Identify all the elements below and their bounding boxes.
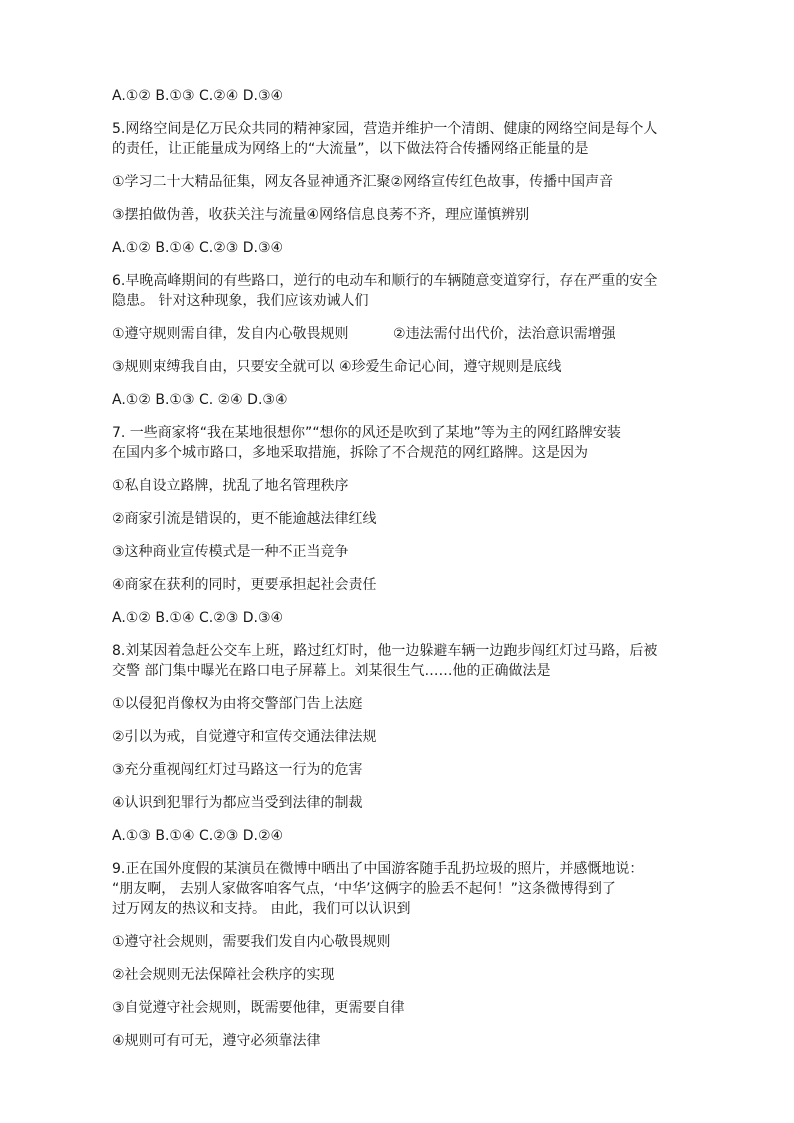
question-9-option — [112, 965, 692, 985]
question-7-option — [112, 509, 692, 529]
option-line: ①以侵犯肖像权为由将交警部门告上法庭 — [112, 696, 363, 712]
stem-line: “朋友啊， 去别人家做客咱客气点，‘中华’这俩字的脸丢不起何！”这条微博得到了 — [112, 881, 616, 897]
option-line: ③自觉遵守社会规则，既需要他律，更需要自律 — [112, 1000, 405, 1016]
question-9-option — [112, 998, 692, 1018]
question-6-stem — [112, 271, 692, 311]
option-line: ④认识到犯罪行为都应当受到法律的制裁 — [112, 795, 363, 811]
stem-line: 隐患。 针对这种现象，我们应该劝诫人们 — [112, 293, 369, 309]
stem-line: 7. 一些商家将“我在某地很想你”“想你的风还是吹到了某地”等为主的网红路牌安装 — [112, 425, 621, 441]
option-line: ②社会规则无法保障社会秩序的实现 — [112, 967, 335, 983]
question-9-option — [112, 932, 692, 952]
question-7-option — [112, 476, 692, 496]
option-line: ①学习二十大精品征集，网友各显神通齐汇聚②网络宣传红色故事，传播中国声音 — [112, 174, 614, 190]
stem-line: 9.正在国外度假的某演员在微博中晒出了中国游客随手乱扔垃圾的照片，并感慨地说： — [112, 861, 644, 877]
question-8-option — [112, 694, 692, 714]
question-6-option — [112, 324, 692, 344]
question-7-option — [112, 542, 692, 562]
question-8-option — [112, 727, 692, 747]
stem-line: 8.刘某因着急赶公交车上班，路过红灯时，他一边躲避车辆一边跑步闯红灯过马路，后被 — [112, 643, 658, 659]
option-line: ②引以为戒，自觉遵守和宣传交通法律法规 — [112, 729, 377, 745]
option-line: ①遵守规则需自律，发自内心敬畏规则 ②违法需付出代价，法治意识需增强 — [112, 326, 616, 342]
question-7-stem — [112, 423, 692, 463]
answers-q6 — [112, 390, 692, 410]
option-line: ③这种商业宣传模式是一种不正当竞争 — [112, 544, 349, 560]
answers-q8 — [112, 826, 692, 846]
question-9-option — [112, 1031, 692, 1051]
stem-line: 过万网友的热议和支持。 由此，我们可以认识到 — [112, 901, 411, 917]
question-8-option — [112, 760, 692, 780]
question-7-option — [112, 575, 692, 595]
stem-line: 的责任，让正能量成为网络上的“大流量”，以下做法符合传播网络正能量的是 — [112, 141, 589, 157]
question-8-option — [112, 793, 692, 813]
stem-line: 5.网络空间是亿万民众共同的精神家园，营造并维护一个清朗、健康的网络空间是每个人 — [112, 121, 658, 137]
option-line: ④商家在获利的同时，更要承担起社会责任 — [112, 577, 377, 593]
document-page — [112, 86, 692, 1064]
option-line: ①私自设立路牌，扰乱了地名管理秩序 — [112, 478, 349, 494]
answers-q5 — [112, 238, 692, 258]
question-6-option — [112, 357, 692, 377]
question-9-stem — [112, 859, 692, 919]
answers-q4 — [112, 86, 692, 106]
stem-line: 在国内多个城市路口，多地采取措施，拆除了不合规范的网红路牌。这是因为 — [112, 445, 588, 461]
option-line: ③充分重视闯红灯过马路这一行为的危害 — [112, 762, 363, 778]
stem-line: 6.早晚高峰期间的有些路口，逆行的电动车和顺行的车辆随意变道穿行，存在严重的安全 — [112, 273, 658, 289]
question-5-stem — [112, 119, 692, 159]
answers-q7 — [112, 608, 692, 628]
question-5-option — [112, 205, 692, 225]
option-line: ④规则可有可无，遵守必须靠法律 — [112, 1033, 321, 1049]
question-8-stem — [112, 641, 692, 681]
option-line: ③规则束缚我自由，只要安全就可以 ④珍爱生命记心间，遵守规则是底线 — [112, 359, 562, 375]
answer-line: A.①② B.①③ C. ②④ D.③④ — [112, 392, 288, 408]
option-line: ③摆拍做伪善，收获关注与流量④网络信息良莠不齐，理应谨慎辨别 — [112, 207, 530, 223]
question-5-option — [112, 172, 692, 192]
stem-line: 交警 部门集中曝光在路口电子屏幕上。刘某很生气……他的正确做法是 — [112, 663, 551, 679]
answer-line: A.①③ B.①④ C.②③ D.②④ — [112, 828, 284, 844]
option-line: ①遵守社会规则，需要我们发自内心敬畏规则 — [112, 934, 391, 950]
answer-line: A.①② B.①④ C.②③ D.③④ — [112, 240, 284, 256]
answer-line: A.①② B.①④ C.②③ D.③④ — [112, 610, 284, 626]
option-line: ②商家引流是错误的，更不能逾越法律红线 — [112, 511, 377, 527]
answer-line: A.①② B.①③ C.②④ D.③④ — [112, 88, 284, 104]
